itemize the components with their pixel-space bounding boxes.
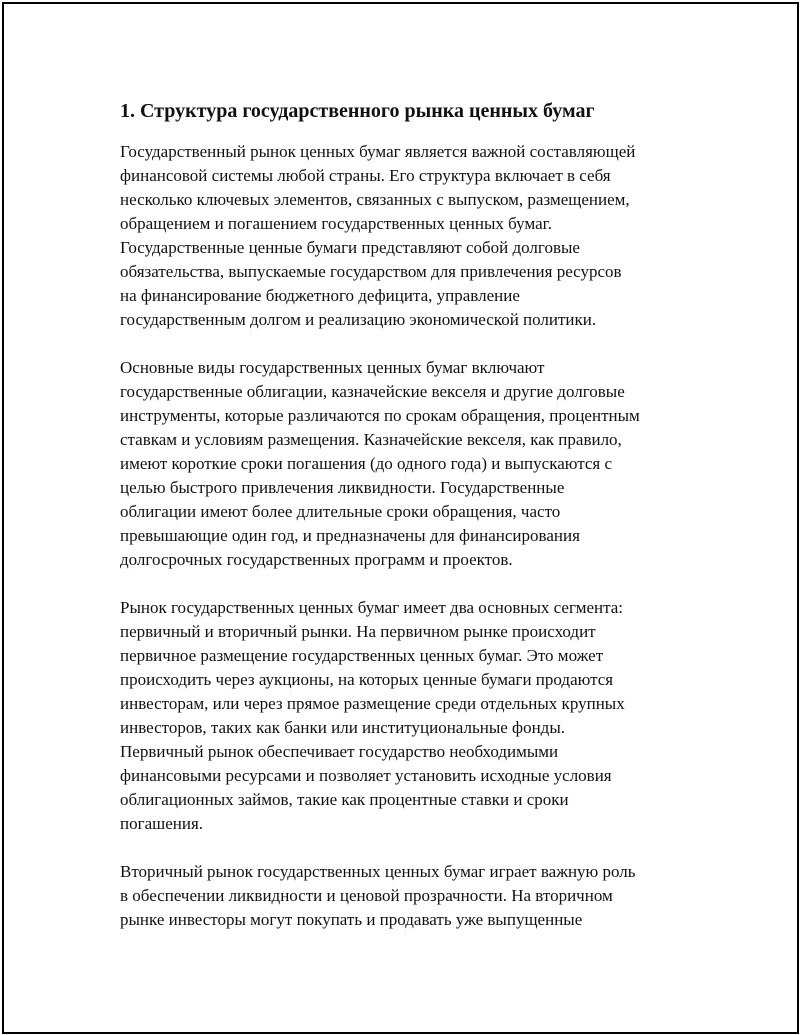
text-line: первичный и вторичный рынки. На первичном рынке происходит — [120, 622, 596, 641]
paragraph-4 — [120, 860, 700, 932]
text-line: долгосрочных государственных программ и проектов. — [120, 550, 513, 569]
text-line: рынке инвесторы могут покупать и продавать уже выпущенные — [120, 910, 583, 929]
text-line: Государственные ценные бумаги представляют собой долговые — [120, 238, 580, 257]
text-line: инструменты, которые различаются по срокам обращения, процентным — [120, 406, 640, 425]
document-body — [120, 97, 700, 932]
text-line: финансовыми ресурсами и позволяет установить исходные условия — [120, 766, 612, 785]
text-line: Рынок государственных ценных бумаг имеет два основных сегмента: — [120, 598, 624, 617]
text-line: Первичный рынок обеспечивает государство необходимыми — [120, 742, 559, 761]
text-line: имеют короткие сроки погашения (до одного года) и выпускаются с — [120, 454, 613, 473]
page-frame — [2, 2, 799, 1034]
text-line: первичное размещение государственных ценных бумаг. Это может — [120, 646, 604, 665]
section-heading: 1. Структура государственного рынка ценных бумаг — [120, 100, 595, 122]
paragraph-3 — [120, 596, 700, 836]
text-line: Государственный рынок ценных бумаг является важной составляющей — [120, 142, 636, 161]
text-line: инвесторов, таких как банки или институциональные фонды. — [120, 718, 565, 737]
text-line: инвесторам, или через прямое размещение среди отдельных крупных — [120, 694, 625, 713]
text-line: происходить через аукционы, на которых ценные бумаги продаются — [120, 670, 614, 689]
text-line: государственные облигации, казначейские векселя и другие долговые — [120, 382, 625, 401]
text-line: Вторичный рынок государственных ценных бумаг играет важную роль — [120, 862, 636, 881]
text-line: государственным долгом и реализацию экономической политики. — [120, 310, 597, 329]
text-line: обращением и погашением государственных ценных бумаг. — [120, 214, 552, 233]
text-line: Основные виды государственных ценных бумаг включают — [120, 358, 545, 377]
text-line: облигационных займов, такие как процентные ставки и сроки — [120, 790, 569, 809]
text-line: погашения. — [120, 814, 204, 833]
text-line: ставкам и условиям размещения. Казначейские векселя, как правило, — [120, 430, 622, 449]
text-line: обязательства, выпускаемые государством для привлечения ресурсов — [120, 262, 622, 281]
text-line: несколько ключевых элементов, связанных с выпуском, размещением, — [120, 190, 630, 209]
paragraph-1 — [120, 140, 700, 332]
text-line: облигации имеют более длительные сроки обращения, часто — [120, 502, 561, 521]
text-line: на финансирование бюджетного дефицита, управление — [120, 286, 520, 305]
text-line: финансовой системы любой страны. Его структура включает в себя — [120, 166, 611, 185]
text-line: в обеспечении ликвидности и ценовой прозрачности. На вторичном — [120, 886, 613, 905]
text-line: превышающие один год, и предназначены для финансирования — [120, 526, 580, 545]
text-line: целью быстрого привлечения ликвидности. Государственные — [120, 478, 565, 497]
paragraph-2 — [120, 356, 700, 572]
